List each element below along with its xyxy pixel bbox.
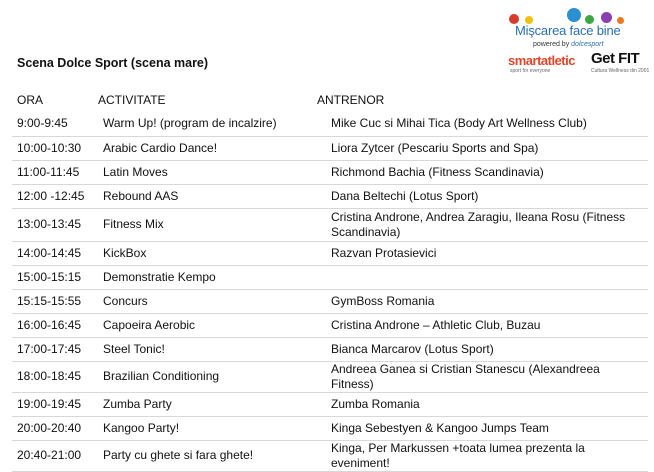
logo-ball [567,8,581,22]
table-row [12,184,648,208]
table-row [12,289,648,313]
table-row [12,112,648,136]
time-cell: 17:00-17:45 [17,341,82,356]
trainer-cell: Razvan Protasievici [331,245,437,260]
logo-powered-prefix: powered by [533,41,570,48]
trainer-cell: Kinga, Per Markussen +toata lumea prezenta la eveniment! [331,440,585,470]
activity-cell: Fitness Mix [103,217,164,231]
time-cell: 13:00-13:45 [17,217,82,231]
activity-cell: Brazilian Conditioning [103,369,220,383]
activity-cell: Kangoo Party! [103,420,180,435]
time-cell: 19:00-19:45 [17,396,82,411]
logo-ball [601,12,612,23]
trainer-cell: Kinga Sebestyen & Kangoo Jumps Team [331,420,549,435]
trainer-cell: Bianca Marcarov (Lotus Sport) [331,341,494,356]
trainer-cell: Liora Zytcer (Pescariu Sports and Spa) [331,140,539,155]
table-row [12,337,648,361]
activity-cell: KickBox [103,245,147,260]
time-cell: 15:00-15:15 [17,269,82,284]
table-row [12,241,648,265]
logo-area [505,6,650,98]
trainer-cell: Mike Cuc si Mihai Tica (Body Art Wellness Club) [331,116,587,131]
getfit-tagline: Cultura Wellness din 2001 [591,68,650,74]
time-cell: 16:00-16:45 [17,317,82,332]
table-row [12,208,648,241]
table-row [12,440,648,471]
getfit-logo: Get FIT [591,50,640,67]
trainer-cell: Richmond Bachia (Fitness Scandinavia) [331,164,544,179]
table-row [12,392,648,416]
activity-cell: Latin Moves [103,164,168,179]
trainer-cell [317,265,648,289]
schedule-body [12,112,648,471]
table-row [12,136,648,160]
header-ora: ORA [17,93,44,107]
time-cell: 14:00-14:45 [17,245,82,260]
time-cell: 9:00-9:45 [17,116,68,131]
header-antrenor: ANTRENOR [317,93,385,107]
page-title: Scena Dolce Sport (scena mare) [17,56,209,70]
logo-powered [533,41,603,48]
time-cell: 11:00-11:45 [17,164,80,179]
time-cell: 18:00-18:45 [17,369,82,383]
trainer-cell: Dana Beltechi (Lotus Sport) [331,188,479,203]
activity-cell: Concurs [103,293,148,308]
table-row [12,160,648,184]
time-cell: 20:00-20:40 [17,420,82,435]
logo-powered-brand: dolcesport [571,41,604,48]
table-row [12,313,648,337]
activity-cell: Party cu ghete si fara ghete! [103,448,254,462]
activity-cell: Rebound AAS [103,188,179,203]
time-cell: 10:00-10:30 [17,140,82,155]
table-row [12,265,648,289]
time-cell: 15:15-15:55 [17,293,82,308]
smartatletic-tagline: sport for everyone [510,68,551,74]
trainer-cell: Andreea Ganea si Cristian Stanescu (Alexandreea Fitness) [331,361,600,391]
activity-cell: Capoeira Aerobic [103,317,196,332]
trainer-cell: GymBoss Romania [331,293,435,308]
activity-cell: Demonstratie Kempo [103,269,216,284]
schedule-table [12,112,648,472]
table-row [12,416,648,440]
activity-cell: Warm Up! (program de incalzire) [103,116,277,131]
header-activitate: ACTIVITATE [98,93,166,107]
trainer-cell: Zumba Romania [331,396,420,411]
logo-brand: Mişcarea face bine [515,23,621,38]
trainer-cell: Cristina Androne – Athletic Club, Buzau [331,317,541,332]
trainer-cell: Cristina Androne, Andrea Zaragiu, Ileana Rosu (Fitness Scandinavia) [331,209,626,239]
activity-cell: Arabic Cardio Dance! [103,140,218,155]
time-cell: 12:00 -12:45 [17,188,85,203]
time-cell: 20:40-21:00 [17,448,82,462]
table-row [12,361,648,392]
activity-cell: Steel Tonic! [103,341,165,356]
smartatletic-logo: smartatletic [508,53,575,68]
activity-cell: Zumba Party [103,396,172,411]
